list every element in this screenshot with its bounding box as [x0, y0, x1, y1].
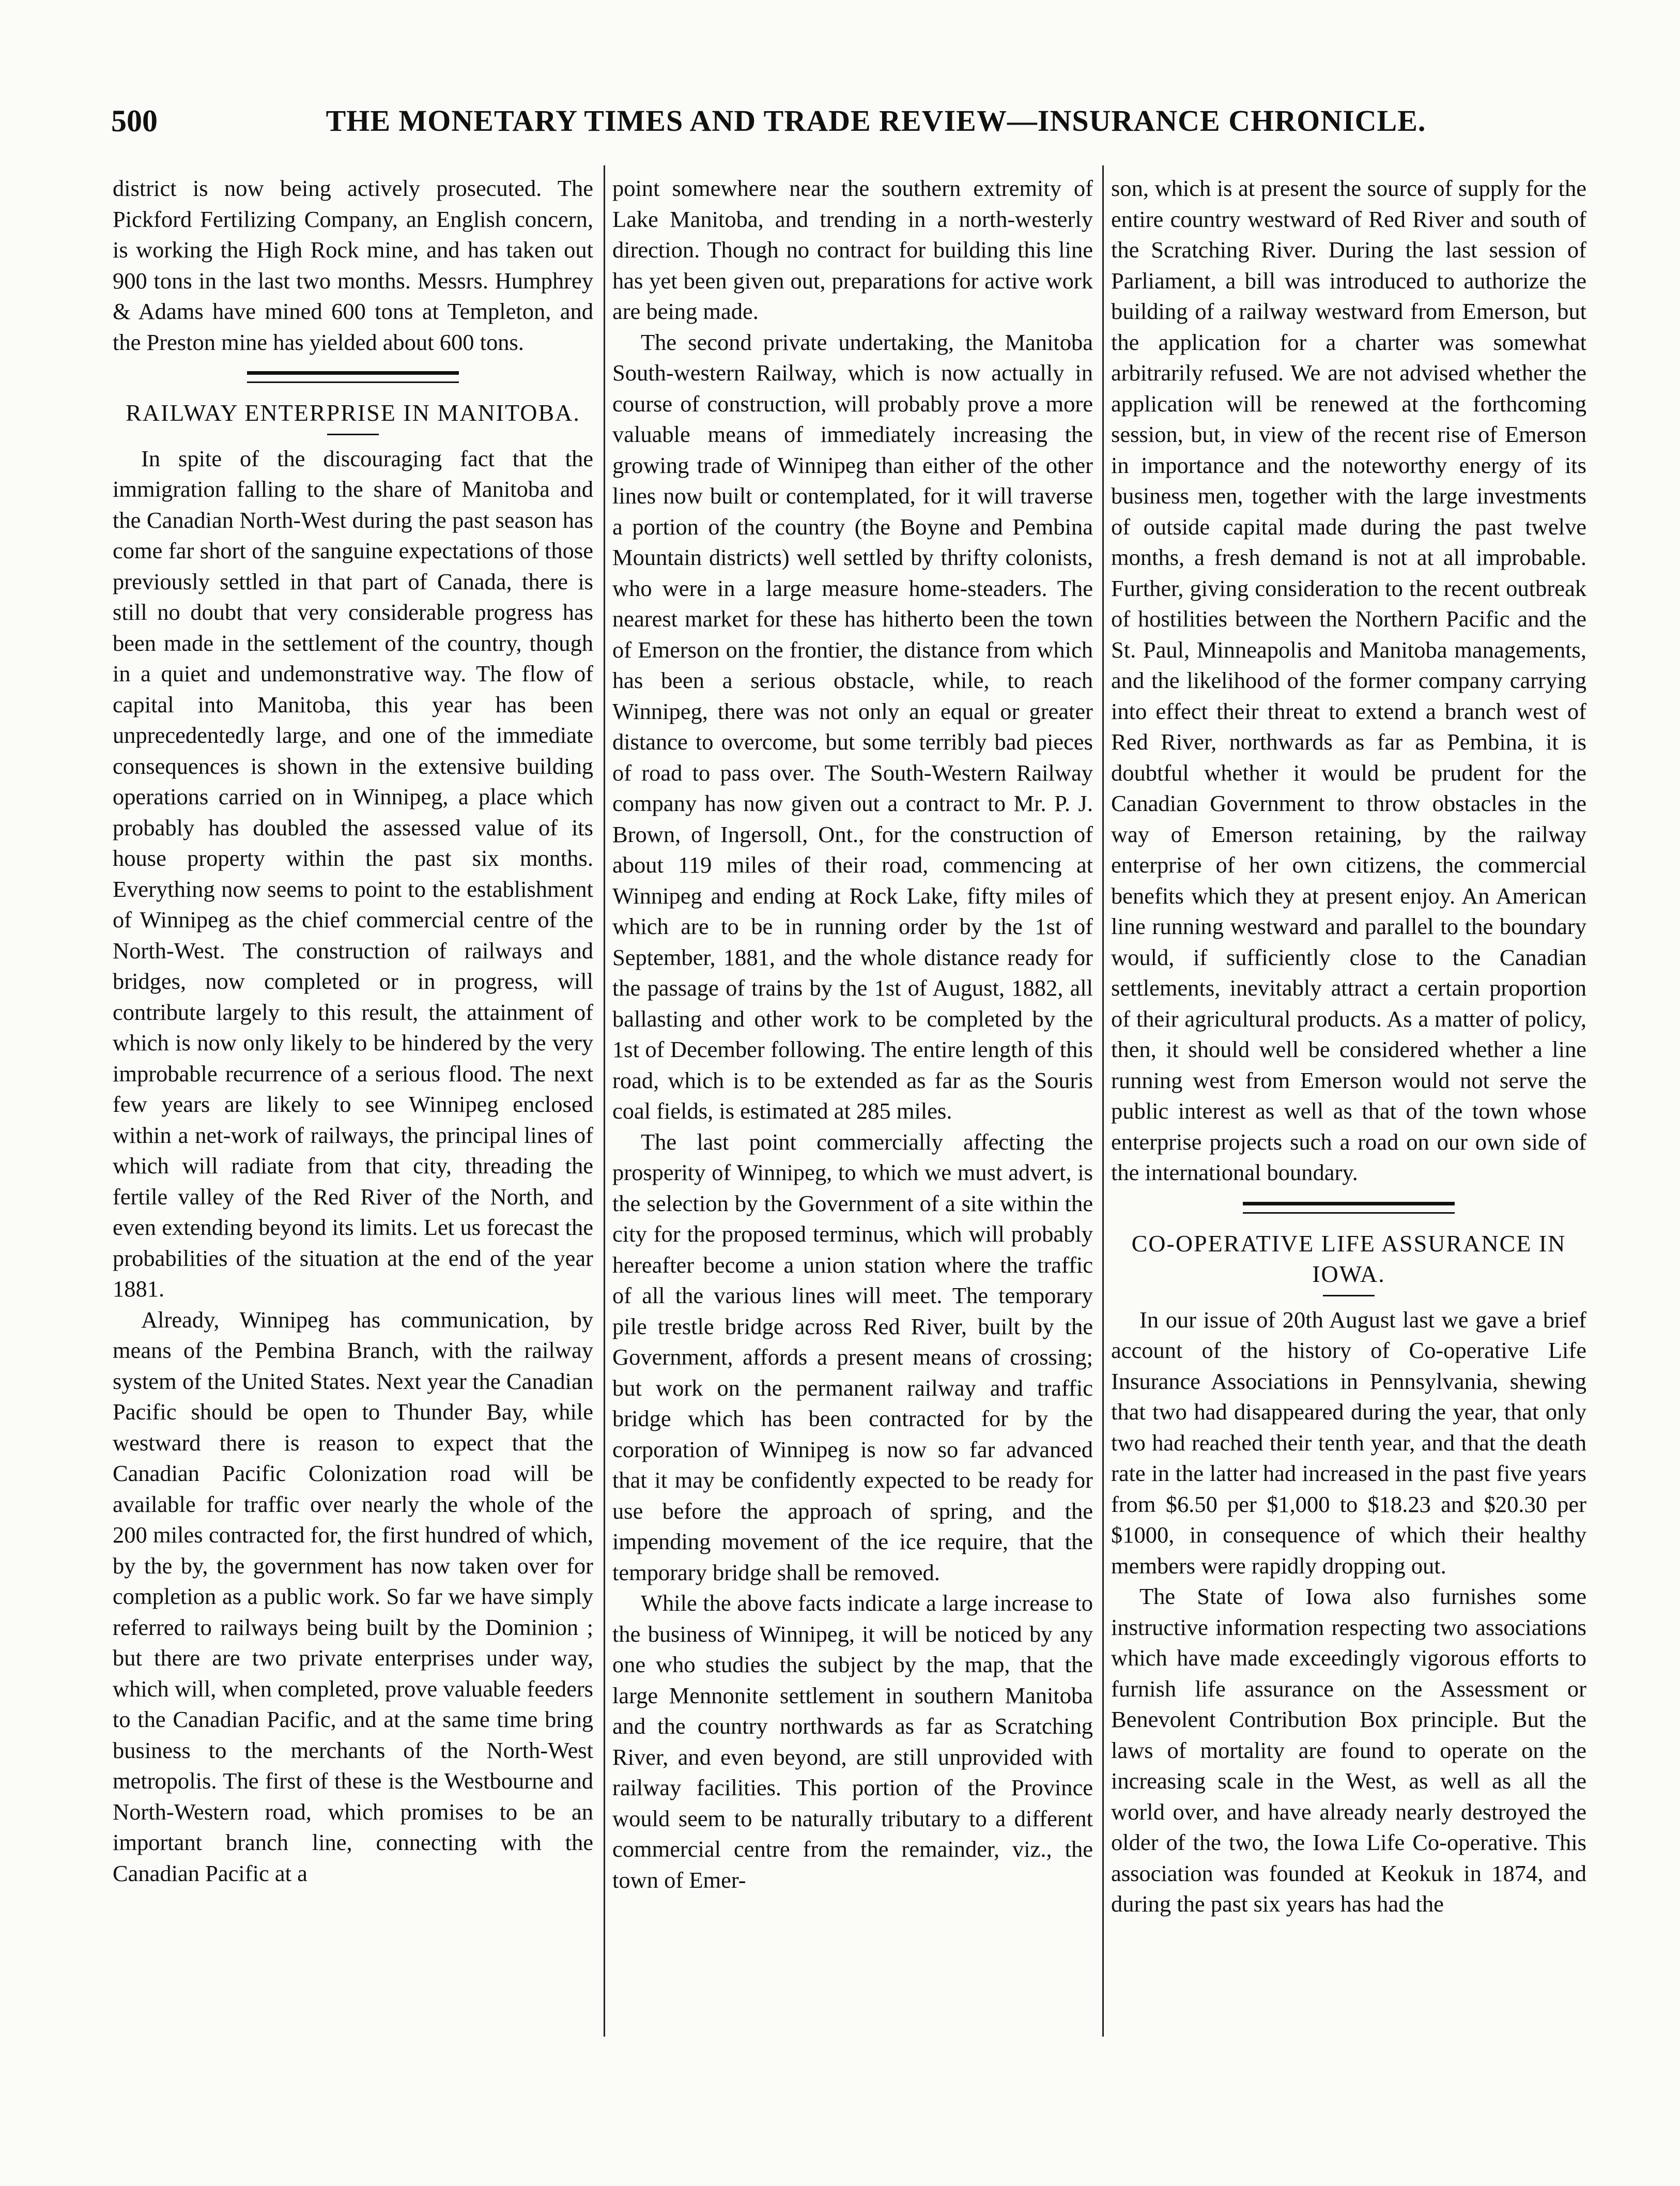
section-divider [1243, 1202, 1455, 1214]
paragraph: district is now being actively prosecuted. The Pickford Fertilizing Company, an English concern, is working the High Rock mine, and has taken out 900 tons in the last two months. Messrs. Humphrey & Adams have mined 600 tons at Templeton, and the Preston mine has yielded about 600 tons. [113, 175, 593, 355]
page-header [111, 103, 1506, 160]
column-3 [1111, 173, 1586, 1920]
paragraph: point somewhere near the southern extremity of Lake Manitoba, and trending in a north-westerly direction. Though no contract for building this line has yet been given out, preparations for active work are being made. [612, 175, 1093, 324]
heading-rule [327, 434, 379, 435]
paragraph: In spite of the discouraging fact that the immigration falling to the share of Manitoba and the Canadian North-West during the past season has come far short of the sanguine expectations of those previously settled in that part of Canada, there is still no doubt that very considerable progress has been made in the settlement of the country, though in a quiet and undemonstrative way. The flow of capital into Manitoba, this year has been unprecedentedly large, and one of the immediate consequences is shown in the extensive building operations carried on in Winnipeg, a place which probably has doubled the assessed value of its house property within the past six months. Everything now seems to point to the establishment of Winnipeg as the chief commercial centre of the North-West. The construction of railways and bridges, now completed or in progress, will contribute largely to this result, the attainment of which is now only likely to be hindered by the very improbable recurrence of a serious flood. The next few years are likely to see Winnipeg enclosed within a net-work of railways, the principal lines of which will radiate from that city, threading the fertile valley of the Red River of the North, and even extending beyond its limits. Let us forecast the probabilities of the situation at the end of the year 1881. [113, 445, 593, 1302]
paragraph: The second private undertaking, the Manitoba South-western Railway, which is now actually in course of construction, will probably prove a more valuable means of immediately increasing the growing trade of Winnipeg than either of the other lines now built or contemplated, for it will traverse a portion of the country (the Boyne and Pembina Mountain districts) well settled by thrifty colonists, who were in a large measure home-steaders. The nearest market for these has hitherto been the town of Emerson on the frontier, the distance from which has been a serious obstacle, while, to reach Winnipeg, there was not only an equal or greater distance to overcome, but some terribly bad pieces of road to pass over. The South-Western Railway company has now given out a contract to Mr. P. J. Brown, of Ingersoll, Ont., for the construction of about 119 miles of their road, commencing at Winnipeg and ending at Rock Lake, fifty miles of which are to be in running order by the 1st of September, 1881, and the whole distance ready for the passage of trains by the 1st of August, 1882, all ballasting and other work to be completed by the 1st of December following. The entire length of this road, which is to be extended as far as the Souris coal fields, is estimated at 285 miles. [612, 329, 1093, 1124]
running-title: THE MONETARY TIMES AND TRADE REVIEW—INSURANCE CHRONICLE. [326, 104, 1426, 137]
column-divider [1102, 165, 1104, 2037]
paragraph: The State of Iowa also furnishes some instructive information respecting two associations which have made exceedingly vigorous efforts to furnish life assurance on the Assessment or Benevolent Contribution Box principle. But the laws of mortality are found to operate on the increasing scale in the West, as well as all the world over, and have already nearly destroyed the older of the two, the Iowa Life Co-operative. This association was founded at Keokuk in 1874, and during the past six years has had the [1111, 1583, 1586, 1917]
article-heading: RAILWAY ENTERPRISE IN MANITOBA. [126, 400, 580, 426]
section-divider [247, 371, 459, 383]
paragraph: While the above facts indicate a large increase to the business of Winnipeg, it will be noticed by any one who studies the subject by the map, that the large Mennonite settlement in southern Manitoba and the country northwards as far as Scratching River, and even beyond, are still unprovided with railway facilities. This portion of the Province would seem to be naturally tributary to a different commercial centre from the remainder, viz., the town of Emer- [612, 1590, 1093, 1893]
paragraph: The last point commercially affecting the prosperity of Winnipeg, to which we must advert, is the selection by the Government of a site within the city for the proposed terminus, which will probably hereafter become a union station where the traffic of all the various lines will meet. The temporary pile trestle bridge across Red River, built by the Government, affords a present means of crossing; but work on the permanent railway and traffic bridge which has been contracted for by the corporation of Winnipeg is now so far advanced that it may be confidently expected to be ready for use before the approach of spring, and the impending movement of the ice require, that the temporary bridge shall be removed. [612, 1128, 1093, 1585]
column-1 [113, 173, 593, 1889]
article-heading: CO-OPERATIVE LIFE ASSURANCE IN IOWA. [1131, 1230, 1566, 1287]
page-number: 500 [111, 104, 158, 138]
paragraph: son, which is at present the source of supply for the entire country westward of Red River and south of the Scratching River. During the last session of Parliament, a bill was introduced to authorize the building of a railway westward from Emerson, but the application for a charter was somewhat arbitrarily refused. We are not advised whether the application will be renewed at the forthcoming session, but, in view of the recent rise of Emerson in importance and the noteworthy energy of its business men, together with the large investments of outside capital made during the past twelve months, a fresh demand is not at all improbable. Further, giving consideration to the recent outbreak of hostilities between the Northern Pacific and the St. Paul, Minneapolis and Manitoba managements, and the likelihood of the former company carrying into effect their threat to extend a branch west of Red River, northwards as far as Pembina, it is doubtful whether it would be prudent for the Canadian Government to throw obstacles in the way of Emerson retaining, by the railway enterprise of her own citizens, the commercial benefits which they at present enjoy. An American line running westward and parallel to the boundary would, if sufficiently close to the Canadian settlements, inevitably attract a certain proportion of their agricultural products. As a matter of policy, then, it should well be considered whether a line running west from Emerson would not serve the public interest as well as that of the town whose enterprise projects such a road on our own side of the international boundary. [1111, 175, 1586, 1185]
column-divider [604, 165, 605, 2037]
paragraph: In our issue of 20th August last we gave a brief account of the history of Co-operative Life Insurance Associations in Pennsylvania, shewing that two had disappeared during the year, that only two had reached their tenth year, and that the death rate in the latter had increased in the past five years from $6.50 per $1,000 to $18.23 and $20.30 per $1000, in consequence of which their healthy members were rapidly dropping out. [1111, 1306, 1586, 1579]
heading-rule [1323, 1295, 1375, 1296]
paragraph: Already, Winnipeg has communication, by means of the Pembina Branch, with the railway system of the United States. Next year the Canadian Pacific should be open to Thunder Bay, while westward there is reason to expect that the Canadian Pacific Colonization road will be available for traffic over nearly the whole of the 200 miles contracted for, the first hundred of which, by the by, the government has now taken over for completion as a public work. So far we have simply referred to railways being built by the Dominion ; but there are two private enterprises under way, which will, when completed, prove valuable feeders to the Canadian Pacific, and at the same time bring business to the merchants of the North-West metropolis. The first of these is the Westbourne and North-Western road, which promises to be an important branch line, connecting with the Canadian Pacific at a [113, 1306, 593, 1886]
column-2 [612, 173, 1093, 1895]
